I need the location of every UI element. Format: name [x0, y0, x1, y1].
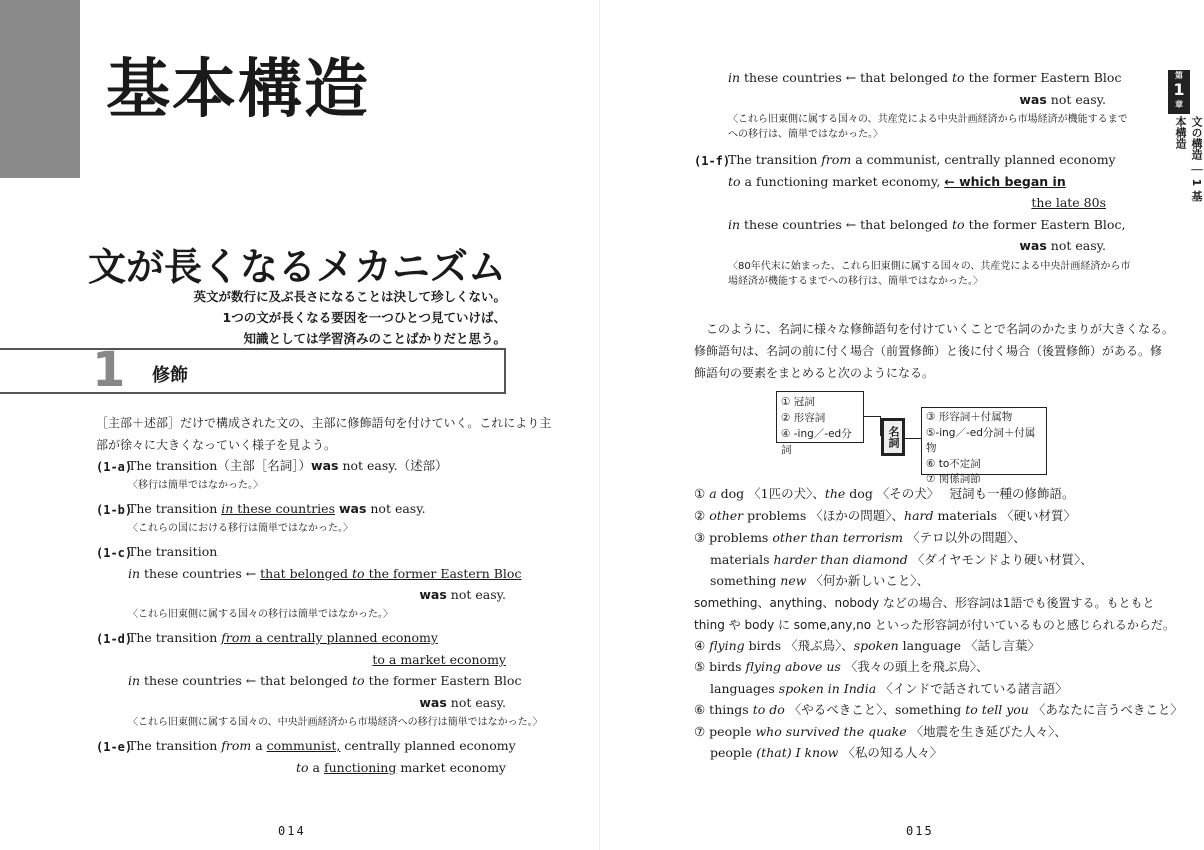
section-lead-line: 1つの文が長くなる要因を一つひとつ見ていけば、: [222, 310, 506, 325]
list-text: 〈あなたに言うべきこと〉: [1028, 702, 1183, 717]
translation-line: 〈80年代末に始まった、これら旧東側に属する国々の、共産党による中央計画経済から市: [728, 261, 1131, 272]
list-text: materials 〈硬い材質〉: [933, 508, 1077, 523]
list-em: flying: [709, 638, 745, 653]
noun-box: 名詞: [881, 418, 905, 456]
chapter-side-tab: [1160, 70, 1203, 210]
list-em: a: [709, 486, 717, 501]
list-item-4: [694, 635, 1040, 657]
example-text: these countries ← that belonged: [740, 70, 953, 85]
list-text: ①: [694, 486, 710, 501]
example-text: not easy.（述部）: [338, 458, 448, 473]
chapter-numeral-block: [0, 0, 80, 178]
list-em: who survived the quake: [755, 724, 907, 739]
preposition: from: [221, 630, 252, 645]
example-1c-line2: [128, 563, 521, 585]
example-text: not easy.: [446, 695, 506, 710]
subsection-number: 1: [92, 342, 126, 398]
list-item-3-line3: [710, 570, 929, 592]
list-em: harder than diamond: [773, 552, 908, 567]
list-text: dog 〈1匹の犬〉、: [716, 486, 825, 501]
list-text: ⑥ things: [694, 702, 753, 717]
translation-1e: [728, 112, 1128, 142]
list-text: something: [710, 573, 781, 588]
example-text: a communist, centrally planned economy: [851, 152, 1116, 167]
example-text: the former Eastern Bloc,: [964, 217, 1126, 232]
example-label-1b: (1-b): [96, 503, 133, 517]
note-line: thing や body に some,any,no といった形容詞が付いているものと感じられるからだ。: [694, 618, 1175, 632]
list-em: new: [780, 573, 807, 588]
example-text: the former Eastern Bloc: [964, 70, 1122, 85]
list-item-6: [694, 699, 1183, 721]
verb: was: [419, 587, 447, 602]
example-1d-line3: [128, 670, 521, 692]
example-1e-line1: [128, 735, 516, 757]
example-text: The transition: [128, 501, 222, 516]
example-1f-line3: [728, 192, 1106, 214]
example-1f-line4: [728, 214, 1125, 236]
list-em: spoken in India: [778, 681, 877, 696]
preposition: to: [352, 566, 365, 581]
example-label-1d: (1-d): [96, 632, 133, 646]
example-text: the former Eastern Bloc: [364, 673, 522, 688]
section-lead: [193, 286, 506, 349]
example-1d-line4: [128, 692, 506, 714]
post-modifier-box: [921, 407, 1047, 485]
translation-line: への移行は、簡単ではなかった。〉: [728, 129, 883, 140]
preposition: to: [352, 673, 365, 688]
diagram-item: ① 冠詞: [781, 396, 815, 408]
list-item-2: [694, 505, 1076, 527]
intro-paragraph: [96, 412, 551, 456]
list-note: [694, 592, 1175, 636]
list-text: 〈何か新しいこと〉、: [806, 573, 930, 588]
chapter-tab-small: 章: [1175, 100, 1183, 109]
example-text: communist,: [266, 738, 341, 753]
example-1e-line2: [128, 757, 506, 779]
preposition: in: [128, 566, 141, 581]
connector-line: [905, 438, 921, 439]
page-number-right: 015: [906, 824, 934, 838]
list-text: 〈テロ以外の問題〉、: [902, 530, 1026, 545]
example-1f-line2: [728, 171, 1066, 193]
subsection-heading: [0, 342, 506, 398]
preposition: from: [221, 738, 252, 753]
list-text: 〈インドで話されている諸言語〉: [876, 681, 1068, 696]
list-em: other than terrorism: [772, 530, 903, 545]
preposition: to: [728, 174, 741, 189]
list-text: ④: [694, 638, 710, 653]
section-title: 文が長くなるメカニズム: [87, 245, 506, 289]
verb: was: [311, 458, 339, 473]
preposition: to: [952, 217, 965, 232]
example-1c-line3: [128, 584, 506, 606]
example-text: a: [251, 738, 267, 753]
translation-line: 場経済が機能するまでへの移行は、簡単ではなかった。〉: [728, 276, 983, 287]
list-text: ②: [694, 508, 710, 523]
list-em: other: [709, 508, 744, 523]
diagram-item: ⑥ to不定詞: [926, 457, 981, 470]
example-1c-line1: The transition: [128, 544, 218, 559]
example-text: not easy.: [446, 587, 506, 602]
body-paragraph: [694, 318, 1174, 384]
example-text: these countries ← that belonged: [740, 217, 953, 232]
preposition: from: [821, 152, 852, 167]
left-page: [0, 0, 600, 850]
example-text: the former Eastern Bloc: [364, 566, 522, 581]
example-text: the late 80s: [1031, 195, 1106, 210]
example-text: not easy.: [366, 501, 426, 516]
diagram-item: ⑦ 関係詞節: [926, 473, 981, 485]
example-label-1f: (1-f): [694, 154, 731, 168]
preposition: in: [728, 217, 741, 232]
example-text: The transition: [128, 630, 222, 645]
list-em: to tell you: [965, 702, 1029, 717]
list-item-7-line2: [710, 742, 942, 764]
list-em: flying above us: [745, 659, 841, 674]
example-1d-line2: [128, 649, 506, 671]
list-item-5: [694, 656, 989, 678]
example-text: a functioning market economy,: [740, 174, 945, 189]
example-text: functioning: [323, 760, 397, 775]
pre-modifier-box: [776, 391, 864, 456]
chapter-tab-box: [1168, 70, 1190, 114]
section-lead-line: 知識としては学習済みのことばかりだと思う。: [243, 331, 506, 346]
example-text: these countries: [233, 501, 335, 516]
example-1e-line4: [728, 89, 1106, 111]
list-text: 〈やるべきこと〉、something: [784, 702, 966, 717]
example-1f-line1: [728, 149, 1116, 171]
list-text: ⑤ birds: [694, 659, 746, 674]
preposition: in: [728, 70, 741, 85]
verb: was: [1019, 238, 1047, 253]
list-text: birds 〈飛ぶ鳥〉、: [744, 638, 854, 653]
list-text: 〈私の知る人々〉: [838, 745, 943, 760]
list-text: 〈我々の頭上を飛ぶ鳥〉、: [840, 659, 989, 674]
preposition: to: [952, 70, 965, 85]
verb: was: [338, 501, 367, 516]
example-text: these countries ← that belonged: [140, 673, 353, 688]
example-text: centrally planned economy: [340, 738, 516, 753]
example-label-1e: (1-e): [96, 740, 133, 754]
list-item-3: [694, 527, 1026, 549]
list-em: to do: [752, 702, 785, 717]
list-item-7: [694, 721, 1067, 743]
list-text: ⑦ people: [694, 724, 756, 739]
translation-1b: 〈これらの国における移行は簡単ではなかった。〉: [128, 523, 353, 534]
example-text: The transition（主部［名詞］）: [128, 458, 312, 473]
list-item-3-line2: [710, 549, 1093, 571]
example-label-1a: (1-a): [96, 460, 133, 474]
list-text: ③ problems: [694, 530, 773, 545]
chapter-tab-small: 第: [1175, 71, 1183, 80]
translation-1d: 〈これら旧東側に属する国々の、中央計画経済から市場経済への移行は簡単ではなかった。〉: [128, 717, 543, 728]
body-line: このように、名詞に様々な修飾語句を付けていくことで名詞のかたまりが大きくなる。: [694, 322, 1175, 336]
section-lead-line: 英文が数行に及ぶ長さになることは決して珍しくない。: [193, 289, 506, 304]
diagram-item: ② 形容詞: [781, 412, 826, 424]
intro-line: 部が徐々に大きくなっていく様子を見よう。: [96, 438, 337, 452]
example-text: not easy.: [1046, 92, 1106, 107]
translation-line: 〈これら旧東側に属する国々の、共産党による中央計画経済から市場経済が機能するまで: [728, 114, 1128, 125]
list-text: problems 〈ほかの問題〉、: [743, 508, 905, 523]
translation-1f: [728, 259, 1130, 289]
diagram-item: ④ -ing／-ed分詞: [781, 428, 852, 456]
intro-line: ［主部＋述部］だけで構成された文の、主部に修飾語句を付けていく。これにより主: [96, 416, 552, 430]
diagram-item: ③ 形容詞＋付属物: [926, 411, 1013, 423]
connector-line: [864, 416, 881, 417]
list-text: 〈地震を生き延びた人々〉、: [906, 724, 1067, 739]
subsection-title: 修飾: [152, 365, 188, 386]
example-text: a: [308, 760, 324, 775]
example-text: The transition: [728, 152, 822, 167]
preposition: in: [128, 673, 141, 688]
example-text: market economy: [396, 760, 506, 775]
list-text: language 〈話し言葉〉: [898, 638, 1041, 653]
body-line: 修飾語句は、名詞の前に付く場合（前置修飾）と後に付く場合（後置修飾）がある。修: [694, 344, 1163, 358]
example-1f-line5: [728, 235, 1106, 257]
example-1a: [128, 455, 448, 477]
list-text: materials: [710, 552, 774, 567]
verb: was: [1019, 92, 1047, 107]
list-item-5-line2: [710, 678, 1068, 700]
example-1d-line1: [128, 627, 438, 649]
example-text: The transition: [128, 738, 222, 753]
chapter-title: 基本構造: [106, 53, 370, 127]
example-text: to a market economy: [372, 652, 506, 667]
list-text: 〈ダイヤモンドより硬い材質〉、: [907, 552, 1093, 567]
relative-clause: ← which began in: [944, 174, 1066, 189]
example-1e-line3: [728, 67, 1121, 89]
diagram-item: ⑤-ing／-ed分詞＋付属物: [926, 426, 1036, 454]
chapter-tab-vertical-text: 文の構造 ｜ 1 基本構造: [1174, 116, 1203, 202]
preposition: to: [296, 760, 309, 775]
example-text: a centrally planned economy: [251, 630, 438, 645]
example-text: not easy.: [1046, 238, 1106, 253]
list-em: hard: [904, 508, 934, 523]
example-1b: [128, 498, 426, 520]
list-text: languages: [710, 681, 779, 696]
example-text: that belonged: [260, 566, 353, 581]
list-em: the: [824, 486, 846, 501]
list-em: spoken: [853, 638, 899, 653]
example-text: these countries ←: [140, 566, 261, 581]
body-line: 飾語句の要素をまとめると次のようになる。: [694, 366, 935, 380]
page-number-left: 014: [278, 824, 306, 838]
example-label-1c: (1-c): [96, 546, 133, 560]
verb: was: [419, 695, 447, 710]
list-em: (that) I know: [756, 745, 839, 760]
preposition: in: [221, 501, 234, 516]
list-item-1: [694, 483, 1075, 505]
list-text: dog 〈その犬〉 冠詞も一種の修飾語。: [845, 486, 1075, 501]
note-line: something、anything、nobody などの場合、形容詞は1語でも後置する。もともと: [694, 596, 1155, 610]
chapter-tab-number: 1: [1173, 80, 1185, 99]
list-text: people: [710, 745, 757, 760]
translation-1a: 〈移行は簡単ではなかった。〉: [128, 480, 263, 491]
translation-1c: 〈これら旧東側に属する国々の移行は簡単ではなかった。〉: [128, 609, 393, 620]
